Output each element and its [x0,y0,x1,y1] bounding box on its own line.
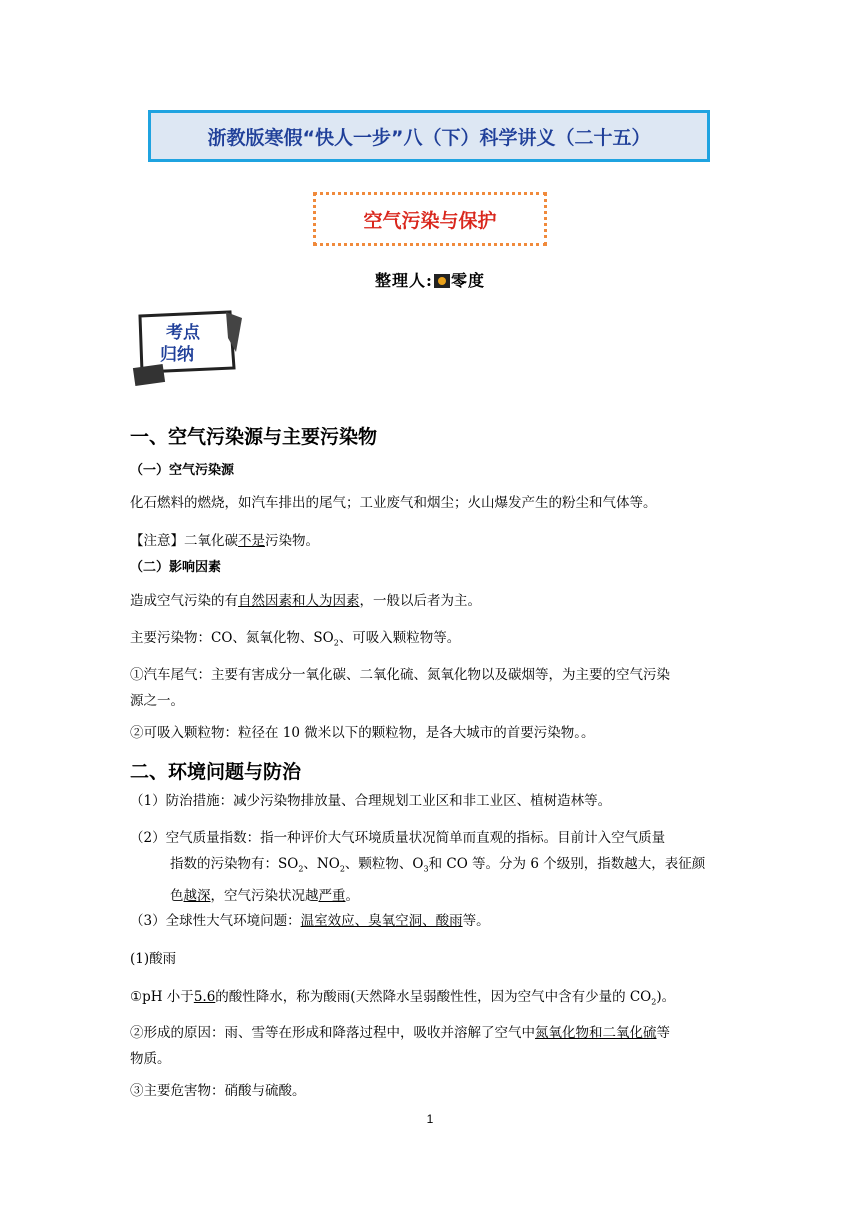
section2-item3: （3）全球性大气环境问题：温室效应、臭氧空洞、酸雨等。 [130,913,490,929]
page-number: 1 [426,1112,434,1126]
section1-sub1: （一）空气污染源 [130,463,235,478]
section1-heading: 一、空气污染源与主要污染物 [130,426,378,448]
badge-line2: 归纳 [160,345,194,365]
section1-sub2: （二）影响因素 [130,560,222,575]
document-title: 浙教版寒假“快人一步”八（下）科学讲义（二十五） [148,110,710,162]
section1-p5: ②可吸入颗粒物：粒径在 10 微米以下的颗粒物，是各大城市的首要污染物。。 [130,725,595,741]
author-name: 零度 [450,271,485,290]
acid-rain-p1: ①pH 小于5.6的酸性降水，称为酸雨(天然降水呈弱酸性性，因为空气中含有少量的 $CO_2$)。 [130,989,676,1007]
lesson-subtitle: 空气污染与保护 [313,192,547,246]
acid-rain-p3: ③主要危害物：硝酸与硫酸。 [130,1083,306,1099]
section1-p3: 主要污染物：CO、氮氧化物、$SO_2$、可吸入颗粒物等。 [130,630,461,648]
section1-note: 【注意】二氧化碳不是污染物。 [130,533,319,549]
author-avatar-icon [434,274,450,288]
section2-heading: 二、环境问题与防治 [130,761,302,783]
author-label: 整理人: [375,271,433,290]
acid-rain-heading: (1)酸雨 [130,951,177,967]
section1-p1: 化石燃料的燃烧，如汽车排出的尾气；工业废气和烟尘；火山爆发产生的粉尘和气体等。 [130,495,657,511]
section2-item1: （1）防治措施：减少污染物排放量、合理规划工业区和非工业区、植树造林等。 [130,793,612,809]
section1-p2: 造成空气污染的有自然因素和人为因素，一般以后者为主。 [130,593,481,609]
section2-item2: （2）空气质量指数：指一种评价大气环境质量状况简单而直观的指标。目前计入空气质量 指数的污染物有：$SO_2$、$NO_2$、颗粒物、$O_3$和 CO 等。分为 6 个级别，指数越大，表征颜 色越深，空气污染状况越严重。 [130,830,706,904]
badge-line1: 考点 [166,323,200,343]
key-points-badge [130,308,246,386]
section1-p4: ①汽车尾气：主要有害成分一氧化碳、二氧化硫、氮氧化物以及碳烟等，为主要的空气污染 源之一。 [130,667,670,709]
acid-rain-p2: ②形成的原因：雨、雪等在形成和降落过程中，吸收并溶解了空气中氮氧化物和二氧化硫等 物质。 [130,1025,670,1067]
author-line [0,268,860,291]
